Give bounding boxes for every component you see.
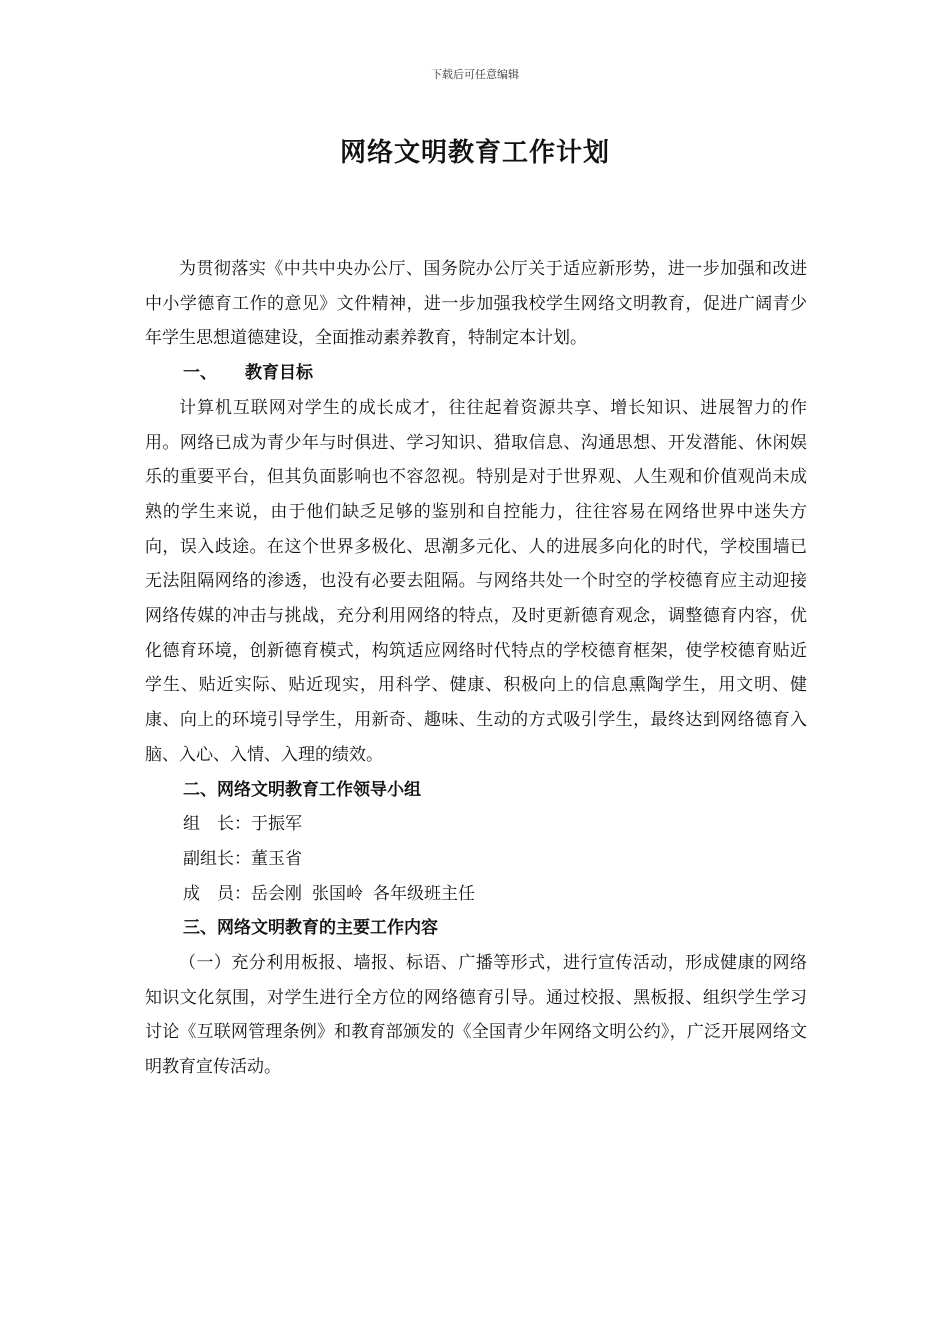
leader-label: 组 长： [183,814,251,835]
deputy-label: 副组长： [183,848,251,869]
section1-paragraph: 计算机互联网对学生的成长成才，往往起着资源共享、增长知识、进展智力的作用。网络已成为青少年与时俱进、学习知识、猎取信息、沟通思想、开发潜能、休闲娱乐的重要平台，但其负面影响也不容忽视。特别是对于世界观、人生观和价值观尚未成熟的学生来说，由于他们缺乏足够的鉴别和自控能力，往往容易在网络世界中迷失方向，误入歧途。在这个世界多极化、思潮多元化、人的进展多向化的时代，学校围墙已无法阻隔网络的渗透，也没有必要去阻隔。与网络共处一个时空的学校德育应主动迎接网络传媒的冲击与挑战，充分利用网络的特点，及时更新德育观念，调整德育内容，优化德育环境，创新德育模式，构筑适应网络时代特点的学校德育框架，使学校德育贴近学生、贴近实际、贴近现实，用科学、健康、积极向上的信息熏陶学生，用文明、健康、向上的环境引导学生，用新奇、趣味、生动的方式吸引学生，最终达到网络德育入脑、入心、入情、入理的绩效。 [145,397,807,765]
section2-heading: 二、网络文明教育工作领导小组 [183,779,421,800]
section1-heading [145,356,807,391]
document-body [145,252,807,1085]
section1-number: 一、 [183,363,217,384]
members-line [145,877,807,912]
leader-line [145,807,807,842]
section3-item1-paragraph: （一）充分利用板报、墙报、标语、广播等形式，进行宣传活动，形成健康的网络知识文化氛围，对学生进行全方位的网络德育引导。通过校报、黑板报、组织学生学习讨论《互联网管理条例》和教育部颁发的《全国青少年网络文明公约》，广泛开展网络文明教育宣传活动。 [145,953,807,1078]
deputy-name: 董玉省 [251,848,302,869]
member-2: 张国岭 [312,883,363,904]
document-title: 网络文明教育工作计划 [339,138,610,168]
section3-heading: 三、网络文明教育的主要工作内容 [183,918,438,939]
member-1: 岳会刚 [251,883,302,904]
leader-name: 于振军 [251,814,302,835]
member-3: 各年级班主任 [373,883,475,904]
header-note: 下载后可任意编辑 [431,68,519,81]
deputy-line [145,842,807,877]
intro-paragraph: 为贯彻落实《中共中央办公厅、国务院办公厅关于适应新形势，进一步加强和改进中小学德育工作的意见》文件精神，进一步加强我校学生网络文明教育，促进广阔青少年学生思想道德建设，全面推动素养教育，特制定本计划。 [145,259,807,349]
members-label: 成 员： [183,883,251,904]
section1-heading-text: 教育目标 [245,363,313,384]
